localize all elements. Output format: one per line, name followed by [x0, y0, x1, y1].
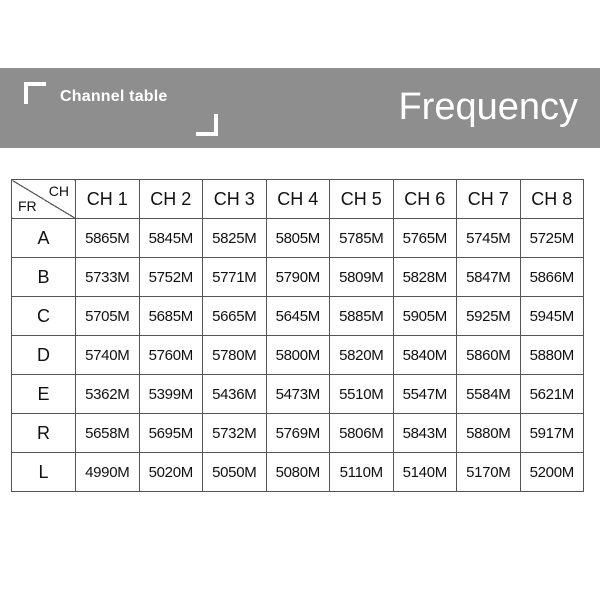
table-cell: 5740M: [76, 336, 140, 375]
table-cell: 5658M: [76, 414, 140, 453]
table-cell: 5725M: [520, 219, 584, 258]
subtitle: Channel table: [60, 88, 168, 105]
page-title: Frequency: [398, 86, 578, 128]
band-label: C: [12, 297, 76, 336]
table-cell: 5847M: [457, 258, 521, 297]
table-cell: 5905M: [393, 297, 457, 336]
table-cell: 5828M: [393, 258, 457, 297]
table-cell: 5805M: [266, 219, 330, 258]
table-cell: 5733M: [76, 258, 140, 297]
corner-cell: [12, 180, 76, 219]
table-cell: 5695M: [139, 414, 203, 453]
column-header: CH 5: [330, 180, 394, 219]
table-cell: 5765M: [393, 219, 457, 258]
table-cell: 5780M: [203, 336, 267, 375]
table-cell: 5473M: [266, 375, 330, 414]
table-cell: 5860M: [457, 336, 521, 375]
table-cell: 5800M: [266, 336, 330, 375]
corner-bracket-bottom-right: [196, 114, 218, 136]
column-header: CH 6: [393, 180, 457, 219]
table-cell: 5917M: [520, 414, 584, 453]
table-cell: 5771M: [203, 258, 267, 297]
table-cell: 5752M: [139, 258, 203, 297]
table-row: [12, 336, 584, 375]
band-label: A: [12, 219, 76, 258]
table-cell: 5825M: [203, 219, 267, 258]
table-cell: 5809M: [330, 258, 394, 297]
table-cell: 5645M: [266, 297, 330, 336]
corner-bracket-top-left: [24, 82, 46, 104]
table-cell: 5845M: [139, 219, 203, 258]
table-cell: 5880M: [457, 414, 521, 453]
table-cell: 5685M: [139, 297, 203, 336]
table-cell: 5584M: [457, 375, 521, 414]
table-cell: 5200M: [520, 453, 584, 492]
table-cell: 5705M: [76, 297, 140, 336]
column-header: CH 7: [457, 180, 521, 219]
corner-column-label: CH: [48, 183, 69, 199]
table-cell: 5785M: [330, 219, 394, 258]
table-cell: 5866M: [520, 258, 584, 297]
table-cell: 5170M: [457, 453, 521, 492]
column-header: CH 1: [76, 180, 140, 219]
table-cell: 5050M: [203, 453, 267, 492]
table-cell: 5732M: [203, 414, 267, 453]
table-cell: 4990M: [76, 453, 140, 492]
table-cell: 5790M: [266, 258, 330, 297]
corner-row-label: FR: [18, 198, 37, 214]
band-label: E: [12, 375, 76, 414]
table-cell: 5547M: [393, 375, 457, 414]
column-header: CH 4: [266, 180, 330, 219]
table-row: [12, 258, 584, 297]
channel-frequency-table: [11, 179, 584, 492]
table-cell: 5760M: [139, 336, 203, 375]
band-label: D: [12, 336, 76, 375]
table-row: [12, 297, 584, 336]
table-cell: 5665M: [203, 297, 267, 336]
column-header: CH 2: [139, 180, 203, 219]
table-cell: 5080M: [266, 453, 330, 492]
table-cell: 5880M: [520, 336, 584, 375]
header-row: [12, 180, 584, 219]
table-cell: 5362M: [76, 375, 140, 414]
table-row: [12, 375, 584, 414]
table-cell: 5745M: [457, 219, 521, 258]
band-label: B: [12, 258, 76, 297]
table-cell: 5621M: [520, 375, 584, 414]
band-label: L: [12, 453, 76, 492]
table-cell: 5110M: [330, 453, 394, 492]
table-cell: 5945M: [520, 297, 584, 336]
column-header: CH 8: [520, 180, 584, 219]
table-cell: 5769M: [266, 414, 330, 453]
table-row: [12, 414, 584, 453]
table-cell: 5510M: [330, 375, 394, 414]
table-cell: 5020M: [139, 453, 203, 492]
table-cell: 5925M: [457, 297, 521, 336]
table-row: [12, 219, 584, 258]
table-row: [12, 453, 584, 492]
table-cell: 5140M: [393, 453, 457, 492]
table-cell: 5399M: [139, 375, 203, 414]
table-cell: 5885M: [330, 297, 394, 336]
table-cell: 5840M: [393, 336, 457, 375]
table-cell: 5436M: [203, 375, 267, 414]
table-cell: 5843M: [393, 414, 457, 453]
table-cell: 5806M: [330, 414, 394, 453]
table-cell: 5820M: [330, 336, 394, 375]
column-header: CH 3: [203, 180, 267, 219]
band-label: R: [12, 414, 76, 453]
table-cell: 5865M: [76, 219, 140, 258]
